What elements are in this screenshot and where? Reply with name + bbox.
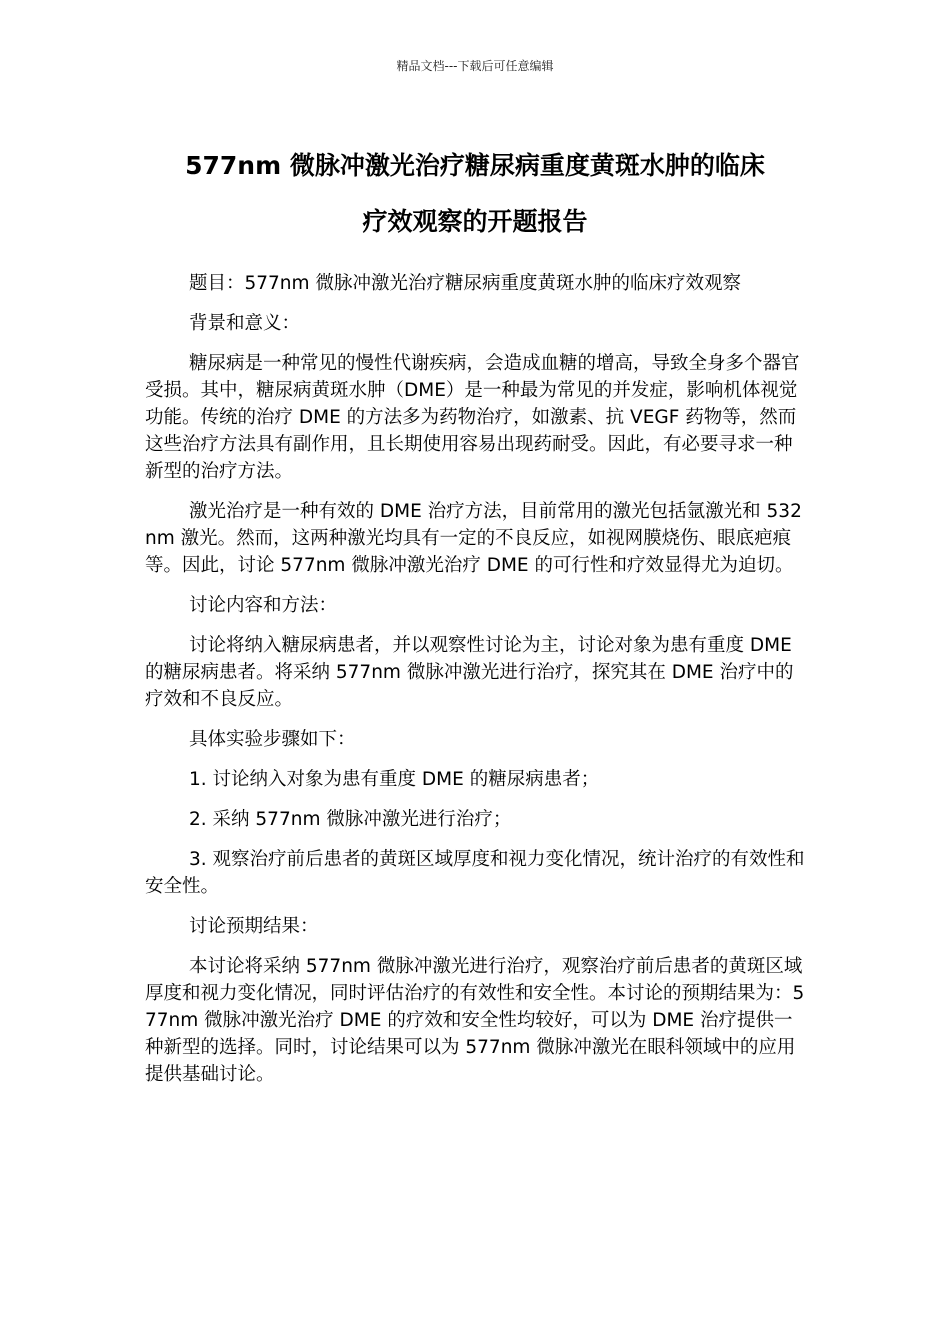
document-body [145,270,810,1101]
title-line-1: 577nm 微脉冲激光治疗糖尿病重度黄斑水肿的临床 [185,151,765,180]
paragraph-methods: 讨论将纳入糖尿病患者，并以观察性讨论为主，讨论对象为患有重度 DME 的糖尿病患者。将采纳 577nm 微脉冲激光进行治疗，探究其在 DME 治疗中的疗效和不良反应。 [145,635,794,710]
paragraph-background-2: 激光治疗是一种有效的 DME 治疗方法，目前常用的激光包括氩激光和 532nm 激光。然而，这两种激光均具有一定的不良反应，如视网膜烧伤、眼底疤痕等。因此，讨论 577nm 微脉冲激光治疗 DME 的可行性和疗效显得尤为迫切。 [145,501,802,576]
header-note: 精品文档---下载后可任意编辑 [396,59,554,73]
section-heading-expected-results: 讨论预期结果： [189,916,319,937]
step-item-1: 1. 讨论纳入对象为患有重度 DME 的糖尿病患者； [189,769,600,790]
title-line-2: 疗效观察的开题报告 [362,207,588,236]
step-item-3: 3. 观察治疗前后患者的黄斑区域厚度和视力变化情况，统计治疗的有效性和安全性。 [145,849,805,897]
paragraph-expected-results: 本讨论将采纳 577nm 微脉冲激光进行治疗，观察治疗前后患者的黄斑区域厚度和视力变化情况，同时评估治疗的有效性和安全性。本讨论的预期结果为：577nm 微脉冲激光治疗 DME 的疗效和安全性均较好，可以为 DME 治疗提供一种新型的选择。同时，讨论结果可以为 577nm 微脉冲激光在眼科领域中的应用提供基础讨论。 [145,956,805,1085]
document-title [0,138,950,250]
section-heading-methods: 讨论内容和方法： [189,595,338,616]
paragraph-background-1: 糖尿病是一种常见的慢性代谢疾病，会造成血糖的增高，导致全身多个器官受损。其中，糖尿病黄斑水肿（DME）是一种最为常见的并发症，影响机体视觉功能。传统的治疗 DME 的方法多为药物治疗，如激素、抗 VEGF 药物等，然而这些治疗方法具有副作用，且长期使用容易出现药耐受。因此，有必要寻求一种新型的治疗方法。 [145,353,800,482]
topic-line: 题目：577nm 微脉冲激光治疗糖尿病重度黄斑水肿的临床疗效观察 [189,273,741,294]
step-item-2: 2. 采纳 577nm 微脉冲激光进行治疗； [189,809,512,830]
steps-intro: 具体实验步骤如下： [189,729,356,750]
section-heading-background: 背景和意义： [189,313,301,334]
